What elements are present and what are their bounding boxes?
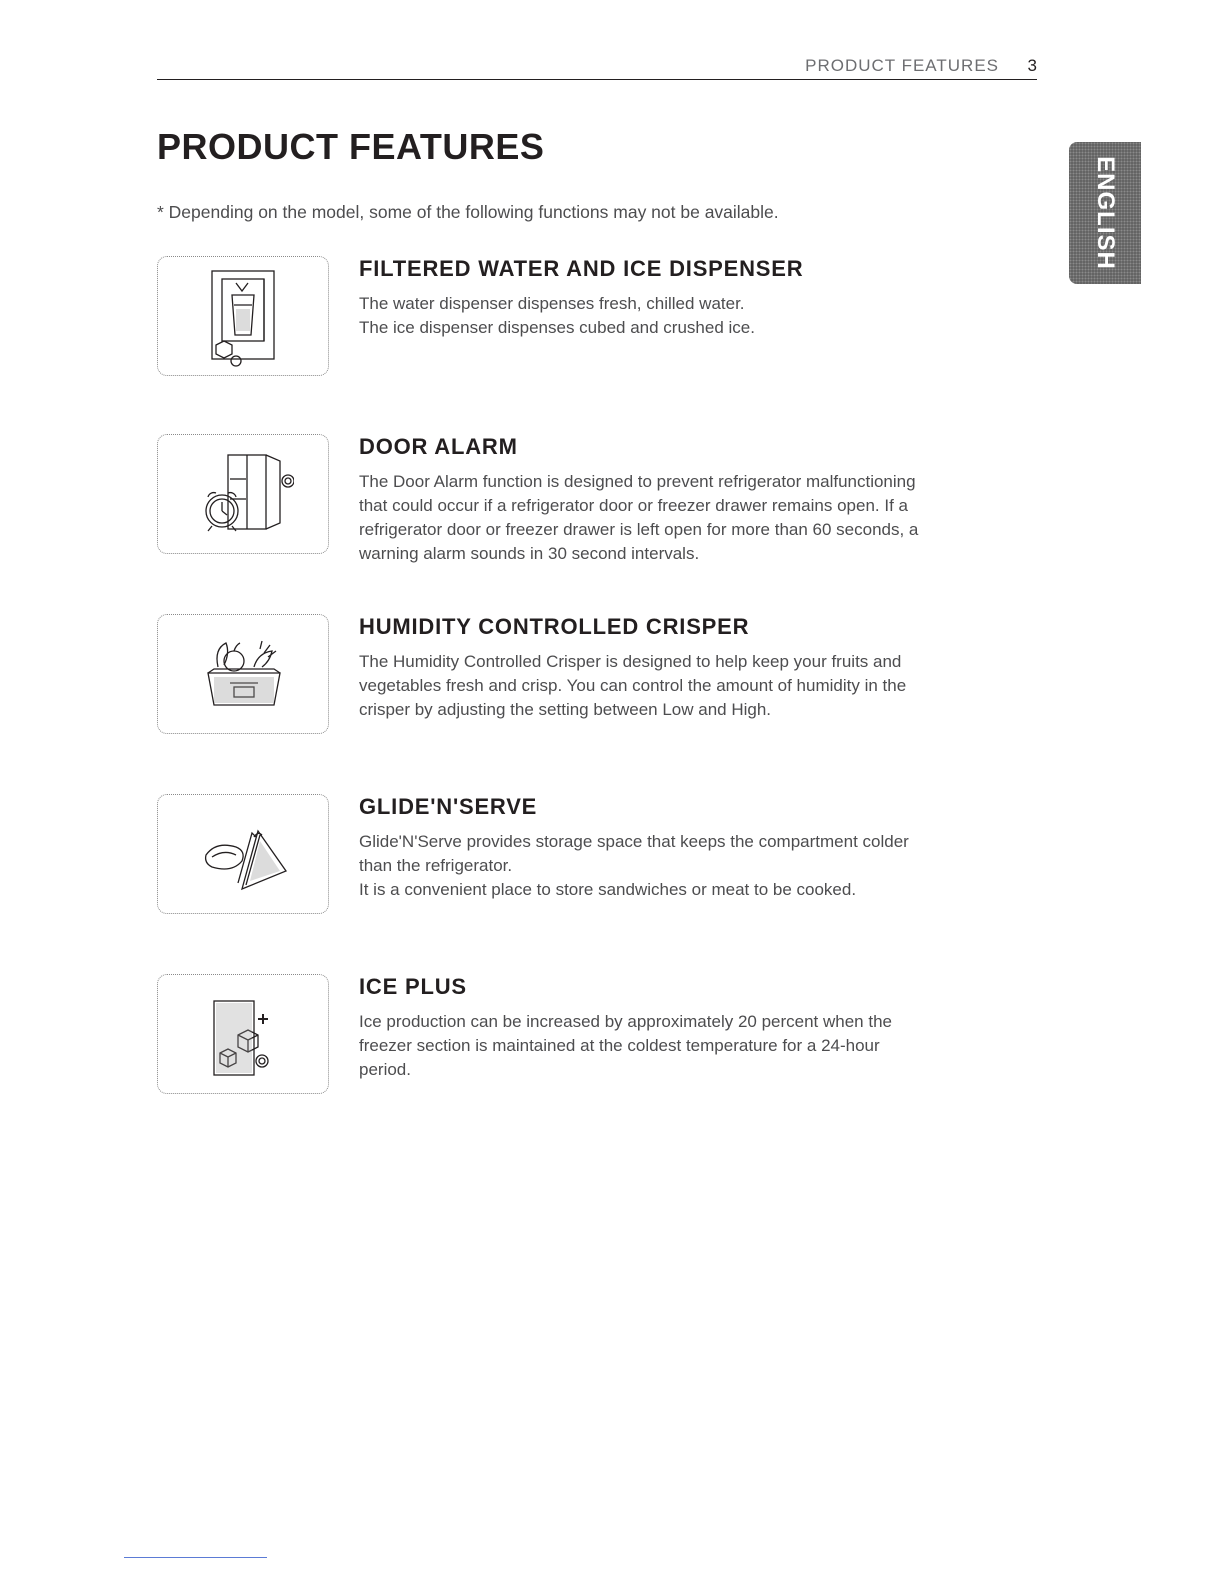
vegetable-crisper-icon: [194, 623, 294, 727]
feature-title: DOOR ALARM: [359, 434, 518, 459]
page-title: PRODUCT FEATURES: [157, 126, 545, 167]
feature-description: [359, 1010, 1039, 1082]
feature-description-line: The Door Alarm function is designed to prevent refrigerator malfunctioning: [359, 472, 916, 491]
feature-description-line: The ice dispenser dispenses cubed and crushed ice.: [359, 318, 755, 337]
feature-description-line: that could occur if a refrigerator door or freezer drawer remains open. If a: [359, 496, 908, 515]
feature-description-line: vegetables fresh and crisp. You can control the amount of humidity in the: [359, 676, 907, 695]
ice-cubes-icon: [194, 983, 294, 1087]
feature-description: [359, 292, 1039, 340]
feature-description-line: Glide'N'Serve provides storage space that keeps the compartment colder: [359, 832, 909, 851]
feature-description-line: warning alarm sounds in 30 second intervals.: [359, 544, 700, 563]
feature-description-line: freezer section is maintained at the coldest temperature for a 24-hour: [359, 1036, 880, 1055]
running-header-title: PRODUCT FEATURES: [805, 56, 999, 75]
feature-icon-frame: [157, 614, 329, 734]
feature-description-line: Ice production can be increased by approximately 20 percent when the: [359, 1012, 892, 1031]
feature-icon-frame: [157, 974, 329, 1094]
feature-description-line: The water dispenser dispenses fresh, chilled water.: [359, 294, 745, 313]
intro-note: * Depending on the model, some of the following functions may not be available.: [157, 202, 779, 222]
feature-title: ICE PLUS: [359, 974, 467, 999]
feature-description: [359, 470, 1039, 566]
running-header: [157, 56, 1037, 80]
feature-title: FILTERED WATER AND ICE DISPENSER: [359, 256, 804, 281]
language-tab: [1069, 142, 1141, 284]
language-tab-label: ENGLISH: [1092, 156, 1119, 270]
feature-title: HUMIDITY CONTROLLED CRISPER: [359, 614, 750, 639]
feature-description-line: period.: [359, 1060, 411, 1079]
door-alarm-clock-icon: [194, 443, 294, 547]
feature-icon-frame: [157, 256, 329, 376]
water-ice-dispenser-icon: [194, 265, 294, 369]
footer-rule: [124, 1557, 267, 1558]
feature-description-line: refrigerator door or freezer drawer is left open for more than 60 seconds, a: [359, 520, 919, 539]
feature-title: GLIDE'N'SERVE: [359, 794, 538, 819]
feature-description-line: crisper by adjusting the setting between Low and High.: [359, 700, 772, 719]
feature-icon-frame: [157, 434, 329, 554]
feature-description-line: It is a convenient place to store sandwiches or meat to be cooked.: [359, 880, 857, 899]
feature-icon-frame: [157, 794, 329, 914]
sandwich-meat-icon: [194, 803, 294, 907]
feature-description: [359, 830, 1039, 902]
feature-description-line: The Humidity Controlled Crisper is designed to help keep your fruits and: [359, 652, 902, 671]
feature-description-line: than the refrigerator.: [359, 856, 513, 875]
page-number: 3: [1027, 56, 1037, 75]
feature-description: [359, 650, 1039, 722]
